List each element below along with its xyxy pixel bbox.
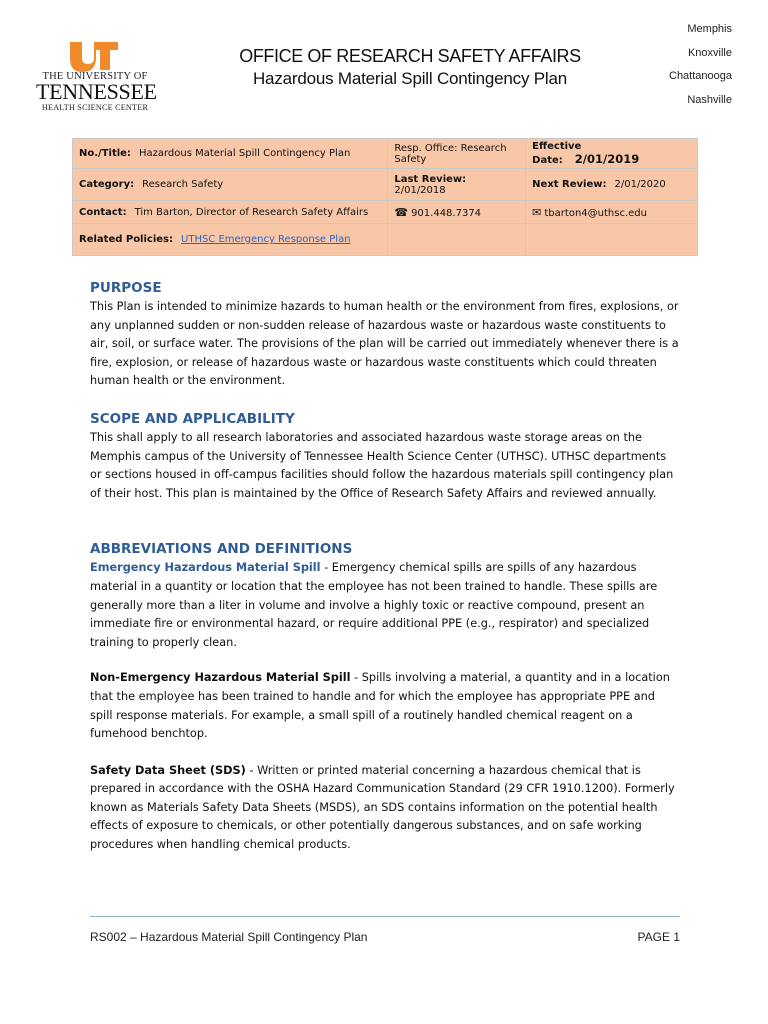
title-value: Hazardous Material Spill Contingency Plan: [138, 148, 351, 159]
footer-doc-id: RS002 – Hazardous Material Spill Contingency Plan: [90, 930, 368, 944]
definition-sds: [90, 762, 680, 855]
campus-chattanooga: Chattanooga: [669, 70, 732, 82]
empty-cell-1: [388, 224, 526, 256]
purpose-paragraph: This Plan is intended to minimize hazards to human health or the environment from fires, explosions, or any unplanned sudden or non-sudden release of hazardous waste or hazardous waste constituents to air, soil, or surface water. The provisions of the plan will be carried out immediately whenever there is a fire, explosion, or release of hazardous waste or hazardous waste constituents which could threaten human health or the environment.: [90, 300, 679, 388]
logo-line-2: TENNESSEE: [36, 79, 157, 104]
scope-heading: SCOPE AND APPLICABILITY: [90, 410, 295, 427]
category-value: Research Safety: [142, 179, 224, 190]
term-non-emergency: Non-Emergency Hazardous Material Spill: [90, 671, 351, 685]
related-label: Related Policies:: [79, 234, 174, 245]
category-cell: [73, 169, 388, 201]
resp-office-cell: Resp. Office: Research Safety: [388, 139, 526, 169]
phone-icon: ☎: [394, 205, 409, 219]
contact-label: Contact:: [79, 206, 127, 218]
category-label: Category:: [79, 179, 135, 190]
next-review-cell: [526, 169, 698, 201]
contact-value: Tim Barton, Director of Research Safety Affairs: [134, 206, 369, 218]
footer-page-number: PAGE 1: [637, 930, 680, 944]
next-review-value: 2/01/2020: [614, 179, 666, 190]
ut-logo-icon: [68, 40, 120, 72]
logo-line-3: HEALTH SCIENCE CENTER: [41, 103, 149, 112]
last-review-label: Last Review:: [394, 173, 467, 185]
definition-non-emergency-text: - Spills involving a material, a quantity and in a location that the employee has been trained to handle and for which the employee has appropriate PPE and spill response materials. For example, a small spill of a routinely handled chemical reagent on a fumehood benchtop.: [90, 671, 670, 741]
email-cell[interactable]: [526, 201, 698, 224]
definition-emergency-text: - Emergency chemical spills are spills of any hazardous material in a quantity or location that the employee has not been trained to handle. These spills are generally more than a liter in volume and involve a highly toxic or reactive compound, present an immediate fire or environmental hazard, or require additional PPE (e.g., respirator) and specialized training to properly clean.: [90, 561, 658, 649]
campus-nashville: Nashville: [687, 93, 732, 106]
abbreviations-heading: ABBREVIATIONS AND DEFINITIONS: [90, 541, 353, 558]
purpose-heading: PURPOSE: [90, 280, 162, 296]
phone-value: 901.448.7374: [411, 207, 482, 219]
next-review-label: Next Review:: [532, 179, 607, 190]
policy-info-table: [72, 138, 698, 256]
effective-date-cell: [526, 139, 698, 169]
last-review-value: 2/01/2018: [394, 184, 446, 196]
office-title: OFFICE OF RESEARCH SAFETY AFFAIRS: [239, 46, 581, 66]
contact-cell: [73, 201, 388, 224]
envelope-icon: ✉: [532, 205, 542, 219]
term-emergency: Emergency Hazardous Material Spill: [90, 561, 321, 575]
email-value[interactable]: tbarton4@uthsc.edu: [544, 207, 647, 219]
effective-label: Effective Date:: [532, 141, 582, 166]
title-label: No./Title:: [79, 148, 131, 159]
title-cell: [73, 139, 388, 169]
definition-non-emergency: [90, 669, 680, 743]
effective-value: 2/01/2019: [574, 152, 640, 166]
scope-paragraph: This shall apply to all research laboratories and associated hazardous waste storage areas on the Memphis campus of the University of Tennessee Health Science Center (UTHSC). UTHSC departments or sections housed in off-campus facilities should follow the hazardous materials spill contingency plan of their host. This plan is maintained by the Office of Research Safety Affairs and reviewed annually.: [90, 430, 674, 500]
plan-subtitle: Hazardous Material Spill Contingency Plan: [252, 69, 568, 88]
footer-divider: [90, 916, 680, 917]
last-review-cell: [388, 169, 526, 201]
campus-knoxville: Knoxville: [687, 46, 732, 59]
campus-list: [669, 22, 732, 116]
definition-emergency: [90, 559, 680, 652]
logo-line-1: THE UNIVERSITY OF: [42, 71, 148, 82]
university-logo: [36, 40, 157, 112]
document-body: [90, 278, 680, 855]
definition-sds-text: - Written or printed material concerning a hazardous chemical that is prepared in accordance with the OSHA Hazard Communication Standard (29 CFR 1910.1200). Formerly known as Materials Safety Data Sheets (MSDS), an SDS contains information on the potential health effects of exposure to chemicals, or other potentially dangerous substances, and on safe working procedures when handling chemical products.: [90, 763, 675, 852]
campus-memphis: Memphis: [687, 23, 732, 35]
phone-cell: [388, 201, 526, 224]
term-sds: Safety Data Sheet (SDS): [90, 763, 246, 777]
empty-cell-2: [526, 224, 698, 256]
related-policy-link[interactable]: UTHSC Emergency Response Plan: [181, 234, 351, 245]
related-policies-cell: [73, 224, 388, 256]
